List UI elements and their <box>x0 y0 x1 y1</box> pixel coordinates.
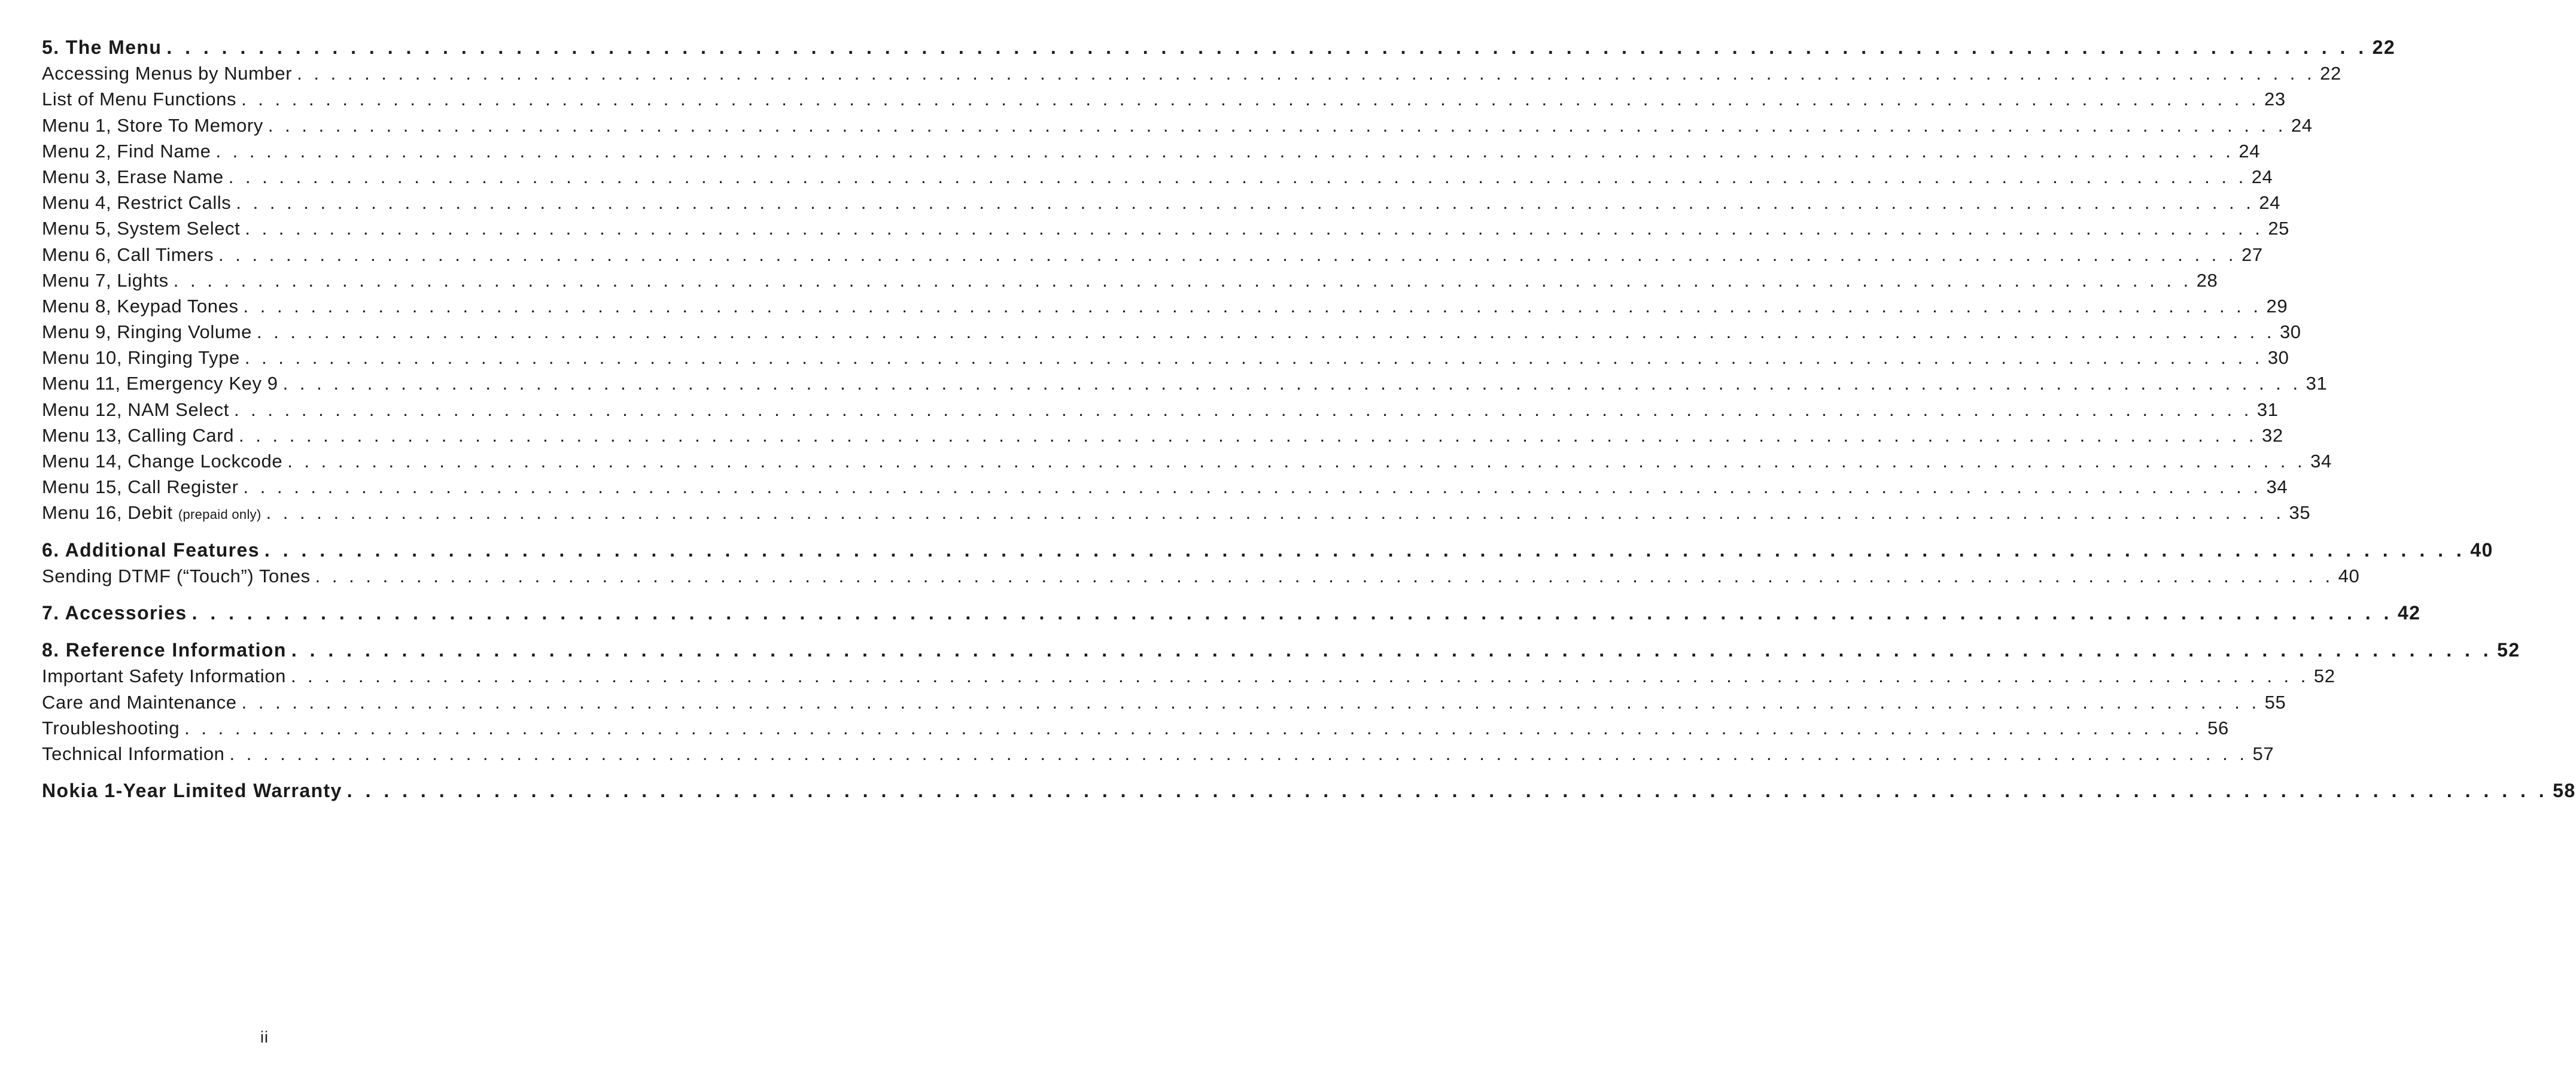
title-text: Menu 11, Emergency Key 9 <box>42 373 278 394</box>
toc-entry[interactable] <box>42 741 2274 767</box>
entry-title <box>42 423 234 448</box>
entry-title <box>42 741 225 767</box>
title-text: 6. Additional Features <box>42 539 260 561</box>
section-title <box>42 35 162 60</box>
section-title <box>42 778 342 804</box>
page-ref: 57 <box>2252 743 2274 764</box>
dot-leader: . . . . . . . . . . . . . . . . . . . . . . . . . . . . . . . . . . . . . . . . . . . . . . . . . . . . . . . . . . . . . . . . . . . . . . . . . . . . . . . . . . . . . . . . . . . . . . . . . . . . . . . . . . . . . . . . . . . . . . . . <box>233 399 2252 420</box>
dot-leader: . . . . . . . . . . . . . . . . . . . . . . . . . . . . . . . . . . . . . . . . . . . . . . . . . . . . . . . . . . . . . . . . . . . . . . . . . . . . . . . . . . . . . . . . . . . . . . . . . . . . . . . . . . . . . . . . . . . . . . . . <box>290 665 2309 687</box>
page-ref: 35 <box>2289 502 2311 524</box>
entry-title <box>42 715 180 741</box>
page-number: ii <box>260 1028 269 1046</box>
dot-leader: . . . . . . . . . . . . . . . . . . . . . . . . . . . . . . . . . . . . . . . . . . . . . . . . . . . . . . . . . . . . . . . . . . . . . . . . . . . . . . . . . . . . . . . . . . . . . . . . . . . . . . . . . . . . . . . . . . . . . . . . <box>236 192 2255 214</box>
page-ref: 24 <box>2239 140 2261 162</box>
toc-entry[interactable] <box>42 86 2286 112</box>
dot-leader: . . . . . . . . . . . . . . . . . . . . . . . . . . . . . . . . . . . . . . . . . . . . . . . . . . . . . . . . . . . . . . . . . . . . . . . . . . . . . . . . . . . . . . . . . . . . . . . . . . . . . . . . . . . . . . . . . . . . . . . . <box>297 63 2316 84</box>
page-ref: 22 <box>2372 37 2396 58</box>
title-text: 8. Reference Information <box>42 639 287 661</box>
toc-entry[interactable] <box>42 663 2335 689</box>
dot-leader: . . . . . . . . . . . . . . . . . . . . . . . . . . . . . . . . . . . . . . . . . . . . . . . . . . . . . . . . . . . . . . . . . . . . . . . . . . . . . . . . . . . . . . . . . . . . . . . . . . . . . . . . . . . . . . . . . . . . . . . . <box>267 114 2286 136</box>
title-text: Menu 15, Call Register <box>42 476 239 498</box>
title-text: Menu 6, Call Timers <box>42 244 214 265</box>
title-text: Menu 2, Find Name <box>42 140 211 162</box>
toc-entry[interactable] <box>42 113 2313 138</box>
title-text: 5. The Menu <box>42 37 162 58</box>
dot-leader: . . . . . . . . . . . . . . . . . . . . . . . . . . . . . . . . . . . . . . . . . . . . . . . . . . . . . . . . . . . . . . . . . . . . . . . . . . . . . . . . . . . . . . . . . . . . . . . . . . . . . . . . . . . . . . . . . . . . . . . . <box>287 451 2306 472</box>
toc-section-heading[interactable] <box>42 637 2520 663</box>
title-text: List of Menu Functions <box>42 89 237 110</box>
section-gap <box>42 589 488 600</box>
dot-leader: . . . . . . . . . . . . . . . . . . . . . . . . . . . . . . . . . . . . . . . . . . . . . . . . . . . . . . . . . . . . . . . . . . . . . . . . . . . . . . . . . . . . . . . . . . . . . . . . . . . . . . . . . . . . . . . . . . . . . . . . <box>266 502 2285 524</box>
entry-title <box>42 215 240 241</box>
page-ref: 30 <box>2279 321 2301 343</box>
dot-leader: . . . . . . . . . . . . . . . . . . . . . . . . . . . . . . . . . . . . . . . . . . . . . . . . . . . . . . . . . . . . . . . . . . . . . . . . . . . . . . . . . . . . . . . . . . . . . . . . . . . . . . . . . . . . . . . . . . . . . . . . <box>191 601 2393 624</box>
entry-title <box>42 663 286 689</box>
toc-section-heading[interactable] <box>42 35 2396 60</box>
entry-title <box>42 268 169 293</box>
dot-leader: . . . . . . . . . . . . . . . . . . . . . . . . . . . . . . . . . . . . . . . . . . . . . . . . . . . . . . . . . . . . . . . . . . . . . . . . . . . . . . . . . . . . . . . . . . . . . . . . . . . . . . . . . . . . . . . . . . . . . . . . <box>173 269 2192 291</box>
title-text: 7. Accessories <box>42 601 187 624</box>
title-text: Technical Information <box>42 743 225 764</box>
dot-leader: . . . . . . . . . . . . . . . . . . . . . . . . . . . . . . . . . . . . . . . . . . . . . . . . . . . . . . . . . . . . . . . . . . . . . . . . . . . . . . . . . . . . . . . . . . . . . . . . . . . . . . . . . . . . . . . . . . . . . . . . <box>315 565 2334 586</box>
page-ref: 24 <box>2291 114 2313 136</box>
toc-entry[interactable] <box>42 215 2290 241</box>
title-text: Menu 5, System Select <box>42 218 241 239</box>
page-ref: 40 <box>2470 539 2493 561</box>
title-text: Menu 8, Keypad Tones <box>42 295 239 317</box>
entry-title <box>42 138 211 164</box>
dot-leader: . . . . . . . . . . . . . . . . . . . . . . . . . . . . . . . . . . . . . . . . . . . . . . . . . . . . . . . . . . . . . . . . . . . . . . . . . . . . . . . . . . . . . . . . . . . . . . . . . . . . . . . . . . . . . . . . . . . . . . . . <box>184 717 2203 738</box>
title-text: Menu 10, Ringing Type <box>42 347 240 369</box>
title-text: Important Safety Information <box>42 665 286 687</box>
title-text: Menu 12, NAM Select <box>42 399 229 420</box>
entry-note: (prepaid only) <box>178 507 261 522</box>
entry-title <box>42 60 292 86</box>
title-text: Troubleshooting <box>42 717 180 738</box>
toc-entry[interactable] <box>42 689 2286 715</box>
page-ref: 55 <box>2264 691 2286 713</box>
title-text: Menu 9, Ringing Volume <box>42 321 252 343</box>
page-ref: 27 <box>2242 244 2263 265</box>
entry-title <box>42 164 224 190</box>
entry-title <box>42 474 239 500</box>
page-ref: 40 <box>2338 565 2360 586</box>
page-ref: 58 <box>2553 780 2576 802</box>
toc-entry[interactable] <box>42 242 2263 268</box>
section-title <box>42 537 260 563</box>
entry-title <box>42 397 229 423</box>
page-ref: 28 <box>2196 269 2218 291</box>
page-ref: 31 <box>2256 399 2279 420</box>
dot-leader: . . . . . . . . . . . . . . . . . . . . . . . . . . . . . . . . . . . . . . . . . . . . . . . . . . . . . . . . . . . . . . . . . . . . . . . . . . . . . . . . . . . . . . . . . . . . . . . . . . . . . . . . . . . . . . . . . . . . . . . . <box>346 780 2548 802</box>
section-gap <box>42 767 488 778</box>
entry-title <box>42 190 231 215</box>
title-text: Menu 1, Store To Memory <box>42 114 263 136</box>
page-ref: 34 <box>2310 451 2332 472</box>
dot-leader: . . . . . . . . . . . . . . . . . . . . . . . . . . . . . . . . . . . . . . . . . . . . . . . . . . . . . . . . . . . . . . . . . . . . . . . . . . . . . . . . . . . . . . . . . . . . . . . . . . . . . . . . . . . . . . . . . . . . . . . . <box>228 166 2247 187</box>
page-ref: 42 <box>2397 601 2421 624</box>
page-ref: 22 <box>2320 63 2341 84</box>
section-title <box>42 637 287 663</box>
toc-section-heading[interactable] <box>42 778 2576 804</box>
dot-leader: . . . . . . . . . . . . . . . . . . . . . . . . . . . . . . . . . . . . . . . . . . . . . . . . . . . . . . . . . . . . . . . . . . . . . . . . . . . . . . . . . . . . . . . . . . . . . . . . . . . . . . . . . . . . . . . . . . . . . . . . <box>241 691 2260 713</box>
title-text: Menu 3, Erase Name <box>42 166 224 187</box>
page-ref: 52 <box>2313 665 2335 687</box>
entry-title <box>42 319 252 345</box>
title-text: Menu 14, Change Lockcode <box>42 451 283 472</box>
dot-leader: . . . . . . . . . . . . . . . . . . . . . . . . . . . . . . . . . . . . . . . . . . . . . . . . . . . . . . . . . . . . . . . . . . . . . . . . . . . . . . . . . . . . . . . . . . . . . . . . . . . . . . . . . . . . . . . . . . . . . . . . <box>244 347 2263 369</box>
toc-entry[interactable] <box>42 370 2328 396</box>
toc-entry[interactable] <box>42 164 2273 190</box>
title-text: Care and Maintenance <box>42 691 237 713</box>
toc-entry[interactable] <box>42 138 2261 164</box>
toc-entry[interactable] <box>42 268 2218 293</box>
dot-leader: . . . . . . . . . . . . . . . . . . . . . . . . . . . . . . . . . . . . . . . . . . . . . . . . . . . . . . . . . . . . . . . . . . . . . . . . . . . . . . . . . . . . . . . . . . . . . . . . . . . . . . . . . . . . . . . . . . . . . . . . <box>243 476 2262 498</box>
toc-entry[interactable] <box>42 397 2279 423</box>
toc-entry[interactable] <box>42 345 2289 370</box>
page-ref: 34 <box>2266 476 2288 498</box>
page-ref: 31 <box>2306 373 2328 394</box>
toc-section-heading[interactable] <box>42 600 2421 626</box>
toc-entry[interactable] <box>42 60 2341 86</box>
toc-entry[interactable] <box>42 500 2311 525</box>
title-text: Menu 13, Calling Card <box>42 424 235 446</box>
entry-title <box>42 242 214 268</box>
dot-leader: . . . . . . . . . . . . . . . . . . . . . . . . . . . . . . . . . . . . . . . . . . . . . . . . . . . . . . . . . . . . . . . . . . . . . . . . . . . . . . . . . . . . . . . . . . . . . . . . . . . . . . . . . . . . . . . . . . . . . . . . <box>243 295 2262 317</box>
page-ref: 24 <box>2259 192 2281 214</box>
toc-entry[interactable] <box>42 474 2288 500</box>
dot-leader: . . . . . . . . . . . . . . . . . . . . . . . . . . . . . . . . . . . . . . . . . . . . . . . . . . . . . . . . . . . . . . . . . . . . . . . . . . . . . . . . . . . . . . . . . . . . . . . . . . . . . . . . . . . . . . . . . . . . . . . . <box>264 539 2466 561</box>
toc-section-heading[interactable] <box>42 537 2493 563</box>
title-text: Accessing Menus by Number <box>42 63 293 84</box>
section-title <box>42 600 187 626</box>
dot-leader: . . . . . . . . . . . . . . . . . . . . . . . . . . . . . . . . . . . . . . . . . . . . . . . . . . . . . . . . . . . . . . . . . . . . . . . . . . . . . . . . . . . . . . . . . . . . . . . . . . . . . . . . . . . . . . . . . . . . . . . . <box>239 424 2258 446</box>
entry-title <box>42 113 263 138</box>
toc-entry[interactable] <box>42 448 2332 474</box>
page-ref: 24 <box>2251 166 2273 187</box>
page-ref: 30 <box>2267 347 2289 369</box>
entry-title <box>42 448 282 474</box>
toc-entry[interactable] <box>42 319 2301 345</box>
dot-leader: . . . . . . . . . . . . . . . . . . . . . . . . . . . . . . . . . . . . . . . . . . . . . . . . . . . . . . . . . . . . . . . . . . . . . . . . . . . . . . . . . . . . . . . . . . . . . . . . . . . . . . . . . . . . . . . . . . . . . . . . <box>256 321 2275 343</box>
toc-entry[interactable] <box>42 715 2229 741</box>
entry-title <box>42 500 261 527</box>
toc-entry[interactable] <box>42 563 2360 589</box>
entry-title <box>42 293 239 319</box>
page-ref: 23 <box>2264 89 2286 110</box>
entry-title <box>42 689 237 715</box>
page-ref: 52 <box>2497 639 2520 661</box>
section-gap <box>42 626 488 637</box>
title-text: Menu 7, Lights <box>42 269 169 291</box>
title-text: Menu 4, Restrict Calls <box>42 192 232 214</box>
title-text: Sending DTMF (“Touch”) Tones <box>42 565 311 586</box>
entry-title <box>42 345 240 370</box>
dot-leader: . . . . . . . . . . . . . . . . . . . . . . . . . . . . . . . . . . . . . . . . . . . . . . . . . . . . . . . . . . . . . . . . . . . . . . . . . . . . . . . . . . . . . . . . . . . . . . . . . . . . . . . . . . . . . . . . . . . . . . . . <box>291 639 2493 661</box>
page-ref: 56 <box>2207 717 2229 738</box>
title-text: Nokia 1-Year Limited Warranty <box>42 780 342 802</box>
title-text: Menu 16, Debit <box>42 502 173 524</box>
dot-leader: . . . . . . . . . . . . . . . . . . . . . . . . . . . . . . . . . . . . . . . . . . . . . . . . . . . . . . . . . . . . . . . . . . . . . . . . . . . . . . . . . . . . . . . . . . . . . . . . . . . . . . . . . . . . . . . . . . . . . . . . <box>166 37 2368 58</box>
table-of-contents <box>42 35 2576 804</box>
page-ref: 25 <box>2268 218 2290 239</box>
dot-leader: . . . . . . . . . . . . . . . . . . . . . . . . . . . . . . . . . . . . . . . . . . . . . . . . . . . . . . . . . . . . . . . . . . . . . . . . . . . . . . . . . . . . . . . . . . . . . . . . . . . . . . . . . . . . . . . . . . . . . . . . <box>215 140 2234 162</box>
toc-entry[interactable] <box>42 293 2288 319</box>
page-ref: 29 <box>2266 295 2288 317</box>
page-ref: 32 <box>2262 424 2283 446</box>
toc-entry[interactable] <box>42 190 2281 215</box>
dot-leader: . . . . . . . . . . . . . . . . . . . . . . . . . . . . . . . . . . . . . . . . . . . . . . . . . . . . . . . . . . . . . . . . . . . . . . . . . . . . . . . . . . . . . . . . . . . . . . . . . . . . . . . . . . . . . . . . . . . . . . . . <box>245 218 2264 239</box>
entry-title <box>42 563 311 589</box>
dot-leader: . . . . . . . . . . . . . . . . . . . . . . . . . . . . . . . . . . . . . . . . . . . . . . . . . . . . . . . . . . . . . . . . . . . . . . . . . . . . . . . . . . . . . . . . . . . . . . . . . . . . . . . . . . . . . . . . . . . . . . . . <box>282 373 2301 394</box>
dot-leader: . . . . . . . . . . . . . . . . . . . . . . . . . . . . . . . . . . . . . . . . . . . . . . . . . . . . . . . . . . . . . . . . . . . . . . . . . . . . . . . . . . . . . . . . . . . . . . . . . . . . . . . . . . . . . . . . . . . . . . . . <box>218 244 2237 265</box>
toc-entry[interactable] <box>42 423 2283 448</box>
entry-title <box>42 370 278 396</box>
dot-leader: . . . . . . . . . . . . . . . . . . . . . . . . . . . . . . . . . . . . . . . . . . . . . . . . . . . . . . . . . . . . . . . . . . . . . . . . . . . . . . . . . . . . . . . . . . . . . . . . . . . . . . . . . . . . . . . . . . . . . . . . <box>229 743 2248 764</box>
dot-leader: . . . . . . . . . . . . . . . . . . . . . . . . . . . . . . . . . . . . . . . . . . . . . . . . . . . . . . . . . . . . . . . . . . . . . . . . . . . . . . . . . . . . . . . . . . . . . . . . . . . . . . . . . . . . . . . . . . . . . . . . <box>241 89 2260 110</box>
entry-title <box>42 86 236 112</box>
